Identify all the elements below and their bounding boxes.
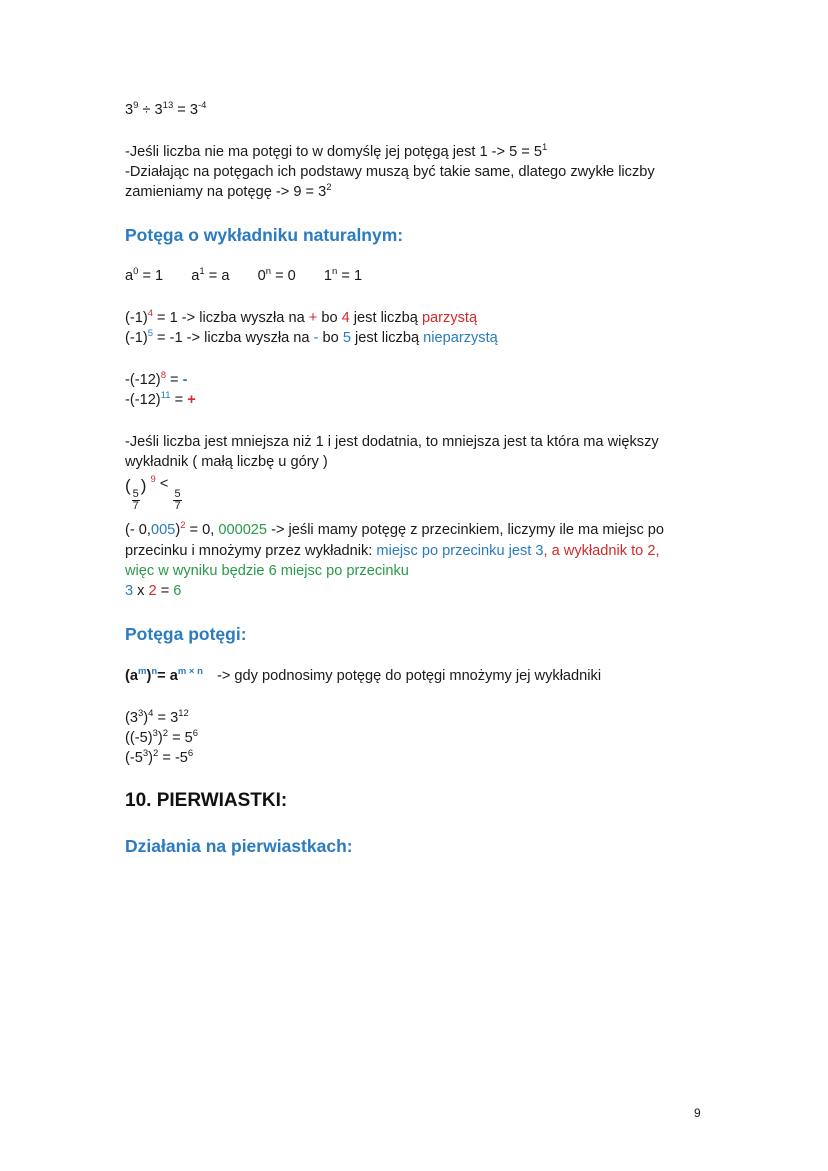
small-number-rule-cont: wykładnik ( małą liczbę u góry ) [125, 454, 328, 470]
fraction: $\frac{5}{7}$ [174, 488, 181, 512]
fraction: $\frac{5}{7}$ [132, 488, 139, 512]
power-example-2: $((-5)^3)^2 = 5^6$ [125, 728, 199, 746]
decimal-result: więc w wyniku będzie 6 miejsc po przecinku [125, 563, 409, 579]
even-exponent-line: $(-1)^4 = 1$ -> liczba wyszła na + bo 4 jest liczbą parzystą [125, 308, 478, 326]
power-example-3: $(-5^3)^2 = -5^6$ [125, 748, 194, 766]
heading-operations-on-roots: Działania na pierwiastkach: [125, 836, 353, 856]
small-number-rule: -Jeśli liczba jest mniejsza niż 1 i jest dodatnia, to mniejsza jest ta która ma większy [125, 434, 659, 450]
power-example-1: $(3^3)^4 = 3^{12}$ [125, 708, 189, 726]
rule-default-power: -Jeśli liczba nie ma potęgi to w domyślę jej potęgą jest $1 -> 5 = 5^1$ [125, 142, 548, 160]
odd-exponent-line: $(-1)^5 = -1$ -> liczba wyszła na - bo 5 jest liczbą nieparzystą [125, 328, 498, 346]
fraction-comparison: ( $\frac{5}{7}$ ) $^9$ < $\frac{5}{7}$ [125, 474, 181, 512]
basic-powers: $a^0 = 1$ $a^1 = a$ $0^n = 0$ $1^n = 1$ [125, 266, 363, 284]
division-example: $3^9 \div 3^{13} = 3^{-4}$ [125, 100, 207, 118]
heading-power-of-power: Potęga potęgi: [125, 624, 247, 644]
rule-same-base: -Działając na potęgach ich podstawy muszą być takie same, dlatego zwykłe liczby [125, 164, 655, 180]
decimal-explanation: przecinku i mnożymy przez wykładnik: miejsc po przecinku jest 3, a wykładnik to 2, [125, 543, 660, 559]
section-title-roots: 10. PIERWIASTKI: [125, 790, 288, 811]
negative-example-2: $-(-12)^{11}$ = + [125, 390, 196, 408]
negative-example-1: $-(-12)^8$ = - [125, 370, 188, 388]
page-number: 9 [694, 1106, 701, 1120]
decimal-calc: 3 x 2 = 6 [125, 583, 182, 599]
power-of-power-rule: $(a^m)^n= a^{m \times n}$ -> gdy podnosimy potęgę do potęgi mnożymy jej wykładniki [125, 666, 602, 684]
decimal-example: (- 0,005)$^2$ = 0, 000025 -> jeśli mamy potęgę z przecinkiem, liczymy ile ma miejsc po [125, 520, 665, 538]
rule-same-base-cont: zamieniamy na potęgę -> $9 = 3^2$ [125, 182, 332, 200]
heading-natural-exponent: Potęga o wykładniku naturalnym: [125, 225, 404, 245]
